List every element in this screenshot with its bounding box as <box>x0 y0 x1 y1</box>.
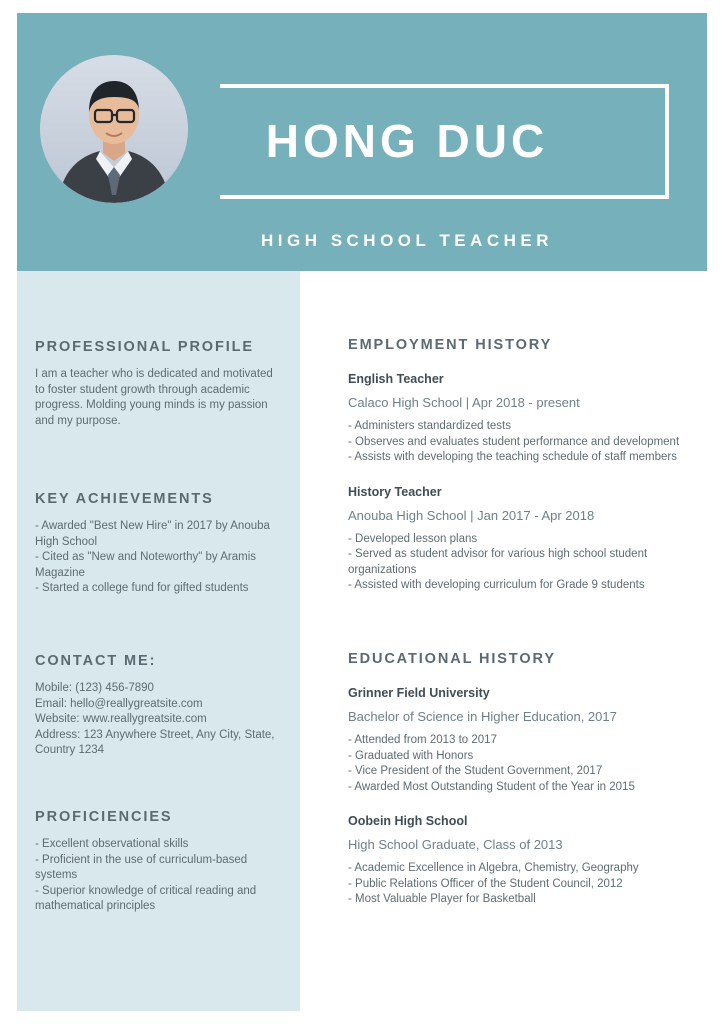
degree-meta: Bachelor of Science in Higher Education, 2017 <box>348 709 617 724</box>
resume-body <box>17 271 707 1011</box>
page-subtitle: HIGH SCHOOL TEACHER <box>260 231 554 250</box>
school-name: Grinner Field University <box>348 686 490 700</box>
section-proficiencies <box>35 809 283 915</box>
list-item: - Superior knowledge of critical reading and mathematical principles <box>35 884 260 912</box>
proficiencies-list <box>35 837 283 915</box>
list-item: - Academic Excellence in Algebra, Chemistry, Geography <box>348 862 639 874</box>
section-title: EDUCATIONAL HISTORY <box>348 651 556 667</box>
resume-header <box>17 13 707 271</box>
section-title: KEY ACHIEVEMENTS <box>35 491 214 507</box>
list-item: - Assists with developing the teaching schedule of staff members <box>348 451 677 463</box>
avatar <box>40 55 188 203</box>
achievements-list <box>35 519 283 597</box>
left-column <box>17 271 300 1011</box>
section-title: EMPLOYMENT HISTORY <box>348 337 553 353</box>
job-bullets <box>348 532 698 594</box>
job-meta: Anouba High School | Jan 2017 - Apr 2018 <box>348 507 595 523</box>
job-role: History Teacher <box>348 484 442 499</box>
list-item: - Proficient in the use of curriculum-based systems <box>35 853 251 881</box>
section-title: CONTACT ME: <box>35 653 157 669</box>
section-contact <box>35 653 283 759</box>
education-entry <box>348 814 698 908</box>
list-item: - Cited as "New and Noteworthy" by Aramis Magazine <box>35 551 260 579</box>
page-title: HONG DUC <box>265 115 549 167</box>
job-bullets <box>348 419 698 466</box>
employment-entry <box>348 485 698 594</box>
section-title: PROFICIENCIES <box>35 809 173 825</box>
section-professional-profile <box>35 339 283 429</box>
contact-website[interactable]: Website: www.reallygreatsite.com <box>35 713 207 725</box>
contact-list <box>35 681 283 759</box>
job-role: English Teacher <box>348 372 444 386</box>
list-item: - Awarded Most Outstanding Student of the Year in 2015 <box>348 780 635 793</box>
portrait-photo-icon <box>40 55 188 203</box>
list-item: - Served as student advisor for various high school student organizations <box>348 548 651 576</box>
list-item: - Graduated with Honors <box>348 749 474 762</box>
list-item: - Observes and evaluates student performance and development <box>348 435 680 448</box>
section-key-achievements <box>35 491 283 597</box>
contact-address: Address: 123 Anywhere Street, Any City, State, Country 1234 <box>35 728 278 756</box>
education-bullets <box>348 733 698 795</box>
profile-text: I am a teacher who is dedicated and motivated to foster student growth through academic progress. Molding young minds is my passion and my purpose. <box>35 368 273 427</box>
list-item: - Attended from 2013 to 2017 <box>348 734 497 746</box>
list-item: - Public Relations Officer of the Student Council, 2012 <box>348 877 623 890</box>
list-item: - Most Valuable Player for Basketball <box>348 893 536 905</box>
resume-sheet <box>17 13 707 1011</box>
list-item: - Administers standardized tests <box>348 420 511 432</box>
contact-email[interactable]: Email: hello@reallygreatsite.com <box>35 697 203 710</box>
employment-entry <box>348 372 698 466</box>
list-item: - Assisted with developing curriculum for Grade 9 students <box>348 579 645 591</box>
school-name: Oobein High School <box>348 814 468 828</box>
list-item: - Excellent observational skills <box>35 838 189 850</box>
section-title: PROFESSIONAL PROFILE <box>35 339 255 355</box>
right-column <box>300 271 707 1011</box>
list-item: - Developed lesson plans <box>348 532 478 545</box>
contact-mobile: Mobile: (123) 456-7890 <box>35 682 154 694</box>
list-item: - Vice President of the Student Government, 2017 <box>348 765 603 777</box>
education-entry <box>348 686 698 795</box>
section-educational-history <box>348 651 698 908</box>
list-item: - Awarded "Best New Hire" in 2017 by Anouba High School <box>35 520 274 548</box>
degree-meta: High School Graduate, Class of 2013 <box>348 837 563 852</box>
section-employment-history <box>348 337 698 594</box>
list-item: - Started a college fund for gifted students <box>35 582 249 594</box>
job-meta: Calaco High School | Apr 2018 - present <box>348 395 580 410</box>
education-bullets <box>348 861 698 908</box>
